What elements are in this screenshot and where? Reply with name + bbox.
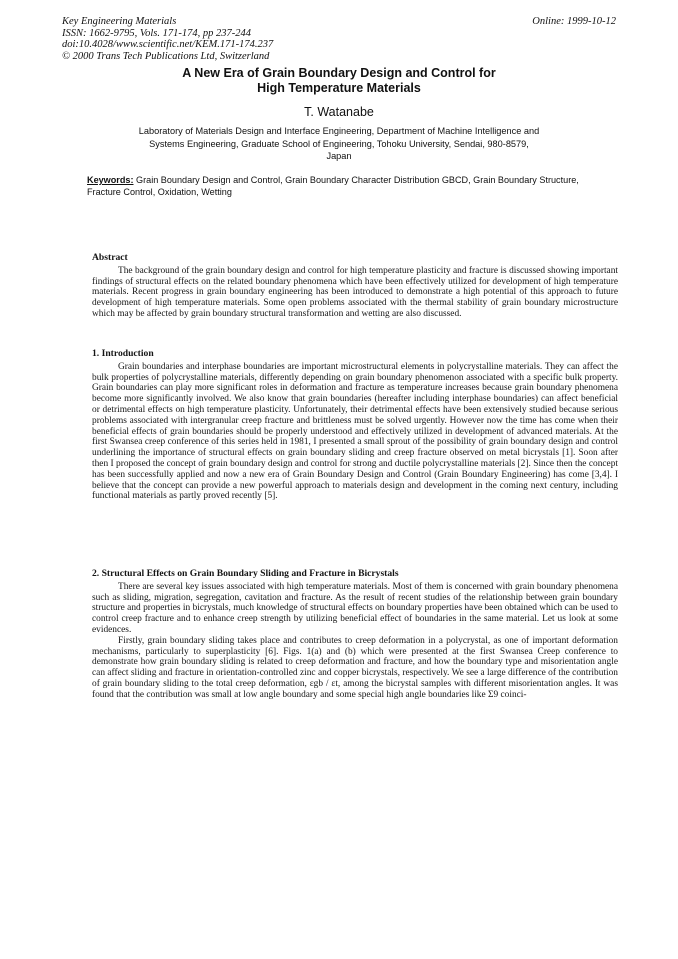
introduction-section [92, 349, 618, 502]
section-2-paragraph-2: Firstly, grain boundary sliding takes place and contributes to creep deformation in a polycrystal, as one of important deformation mechanisms, particularly to superplasticity [6]. Figs. 1(a) and (b) which were presented at the first Swansea Creep conference to demonstrate how grain boundary sliding is related to creep deformation and fracture, and how the boundary type and misorientation angle can affect sliding and fracture in orientation-controlled zinc and copper bicrystals, respectively. We see a large difference of the contribution of grain boundary sliding to the total creep deformation, εgb / εt, among the bicrystal samples with different misorientation angles. It was found that the contribution was small at low angle boundary and some special high angle boundaries like Σ9 coinci- [92, 635, 618, 700]
abstract-section [92, 253, 618, 320]
affiliation-line-1: Laboratory of Materials Design and Interface Engineering, Department of Machine Intelligence and [138, 126, 540, 136]
keywords-text: Grain Boundary Design and Control, Grain Boundary Character Distribution GBCD, Grain Boundary Structure, Fracture Control, Oxidation, Wetting [87, 175, 579, 197]
introduction-text: Grain boundaries and interphase boundaries are important microstructural elements in polycrystalline materials. They can affect the bulk properties of polycrystalline materials, differently depending on grain boundary phenomenon associated with a specific bulk property. Grain boundaries can play more significant roles in deformation and fracture as temperature increases because grain boundary phenomena become more significantly involved. We also know that grain boundaries (hereafter including interphase boundaries) can affect beneficial or detrimental effects on high temperature plasticity. Unfortunately, their detrimental effects have been extensively studied because serious problems associated with intergranular creep fracture and brittleness must be solved urgently. However now the time has come when their beneficial effects of grain boundaries should be properly understood and effectively utilized in development of advanced materials. At the first Swansea creep conference of this series held in 1981, I presented a small sprout of the possibility of grain boundary design and control underlining the importance of structural effects on grain boundary sliding and creep fracture observed on metal bicrystals [1]. Soon after then I proposed the concept of grain boundary design and control for strong and ductile polycrystalline materials [2]. Since then the concept has been successfully applied and now a new era of Grain Boundary Design and Control (Grain Boundary Engineering) has come [3,4]. I believe that the concept can provide a new powerful approach to materials design and development in the coming next century, including functional materials as partly proved recently [5]. [92, 361, 618, 502]
keywords [87, 174, 607, 198]
abstract-heading: Abstract [92, 252, 128, 263]
author: T. Watanabe [304, 105, 374, 119]
affiliation-line-3: Japan [326, 151, 352, 161]
section-2 [92, 569, 618, 701]
affiliation [80, 125, 598, 163]
journal-name: Key Engineering Materials [62, 16, 177, 27]
keywords-label: Keywords: [87, 175, 134, 185]
issn-line: ISSN: 1662-9795, Vols. 171-174, pp 237-244 [62, 27, 251, 39]
copyright-line: © 2000 Trans Tech Publications Ltd, Switzerland [62, 50, 270, 62]
title-line-2: High Temperature Materials [257, 81, 421, 95]
journal-header [62, 16, 618, 62]
abstract-text: The background of the grain boundary design and control for high temperature plasticity and fracture is discussed showing important findings of structural effects on the related boundary phenomena which have been effectively utilized for development of high temperature materials. Recent progress in grain boundary engineering has been introduced to demonstrate a high potential of this approach to future development of high temperature materials. Some open problems associated with the thermal stability of grain boundary microstructure which may be affected by grain boundary structural transformation and wetting are also discussed. [92, 265, 618, 319]
doi-line[interactable]: doi:10.4028/www.scientific.net/KEM.171-174.237 [62, 39, 274, 50]
section-2-heading: 2. Structural Effects on Grain Boundary Sliding and Fracture in Bicrystals [92, 568, 399, 579]
section-2-paragraph-1: There are several key issues associated with high temperature materials. Most of them is concerned with grain boundary phenomena such as sliding, migration, segregation, cavitation and fracture. As the result of recent studies of the relationship between grain boundary structure and properties in bicrystals, much knowledge of structural effects on boundary properties have been obtained which can be used to control creep fracture and to enhance creep strength by utilizing beneficial effect of boundaries in the same material. Let us look at some evidences. [92, 581, 618, 635]
online-date: Online: 1999-10-12 [532, 16, 616, 27]
affiliation-line-2: Systems Engineering, Graduate School of Engineering, Tohoku University, Sendai, 980-8579, [149, 138, 529, 149]
paper-title [0, 66, 678, 96]
introduction-heading: 1. Introduction [92, 348, 154, 359]
title-line-1: A New Era of Grain Boundary Design and Control for [182, 66, 496, 80]
